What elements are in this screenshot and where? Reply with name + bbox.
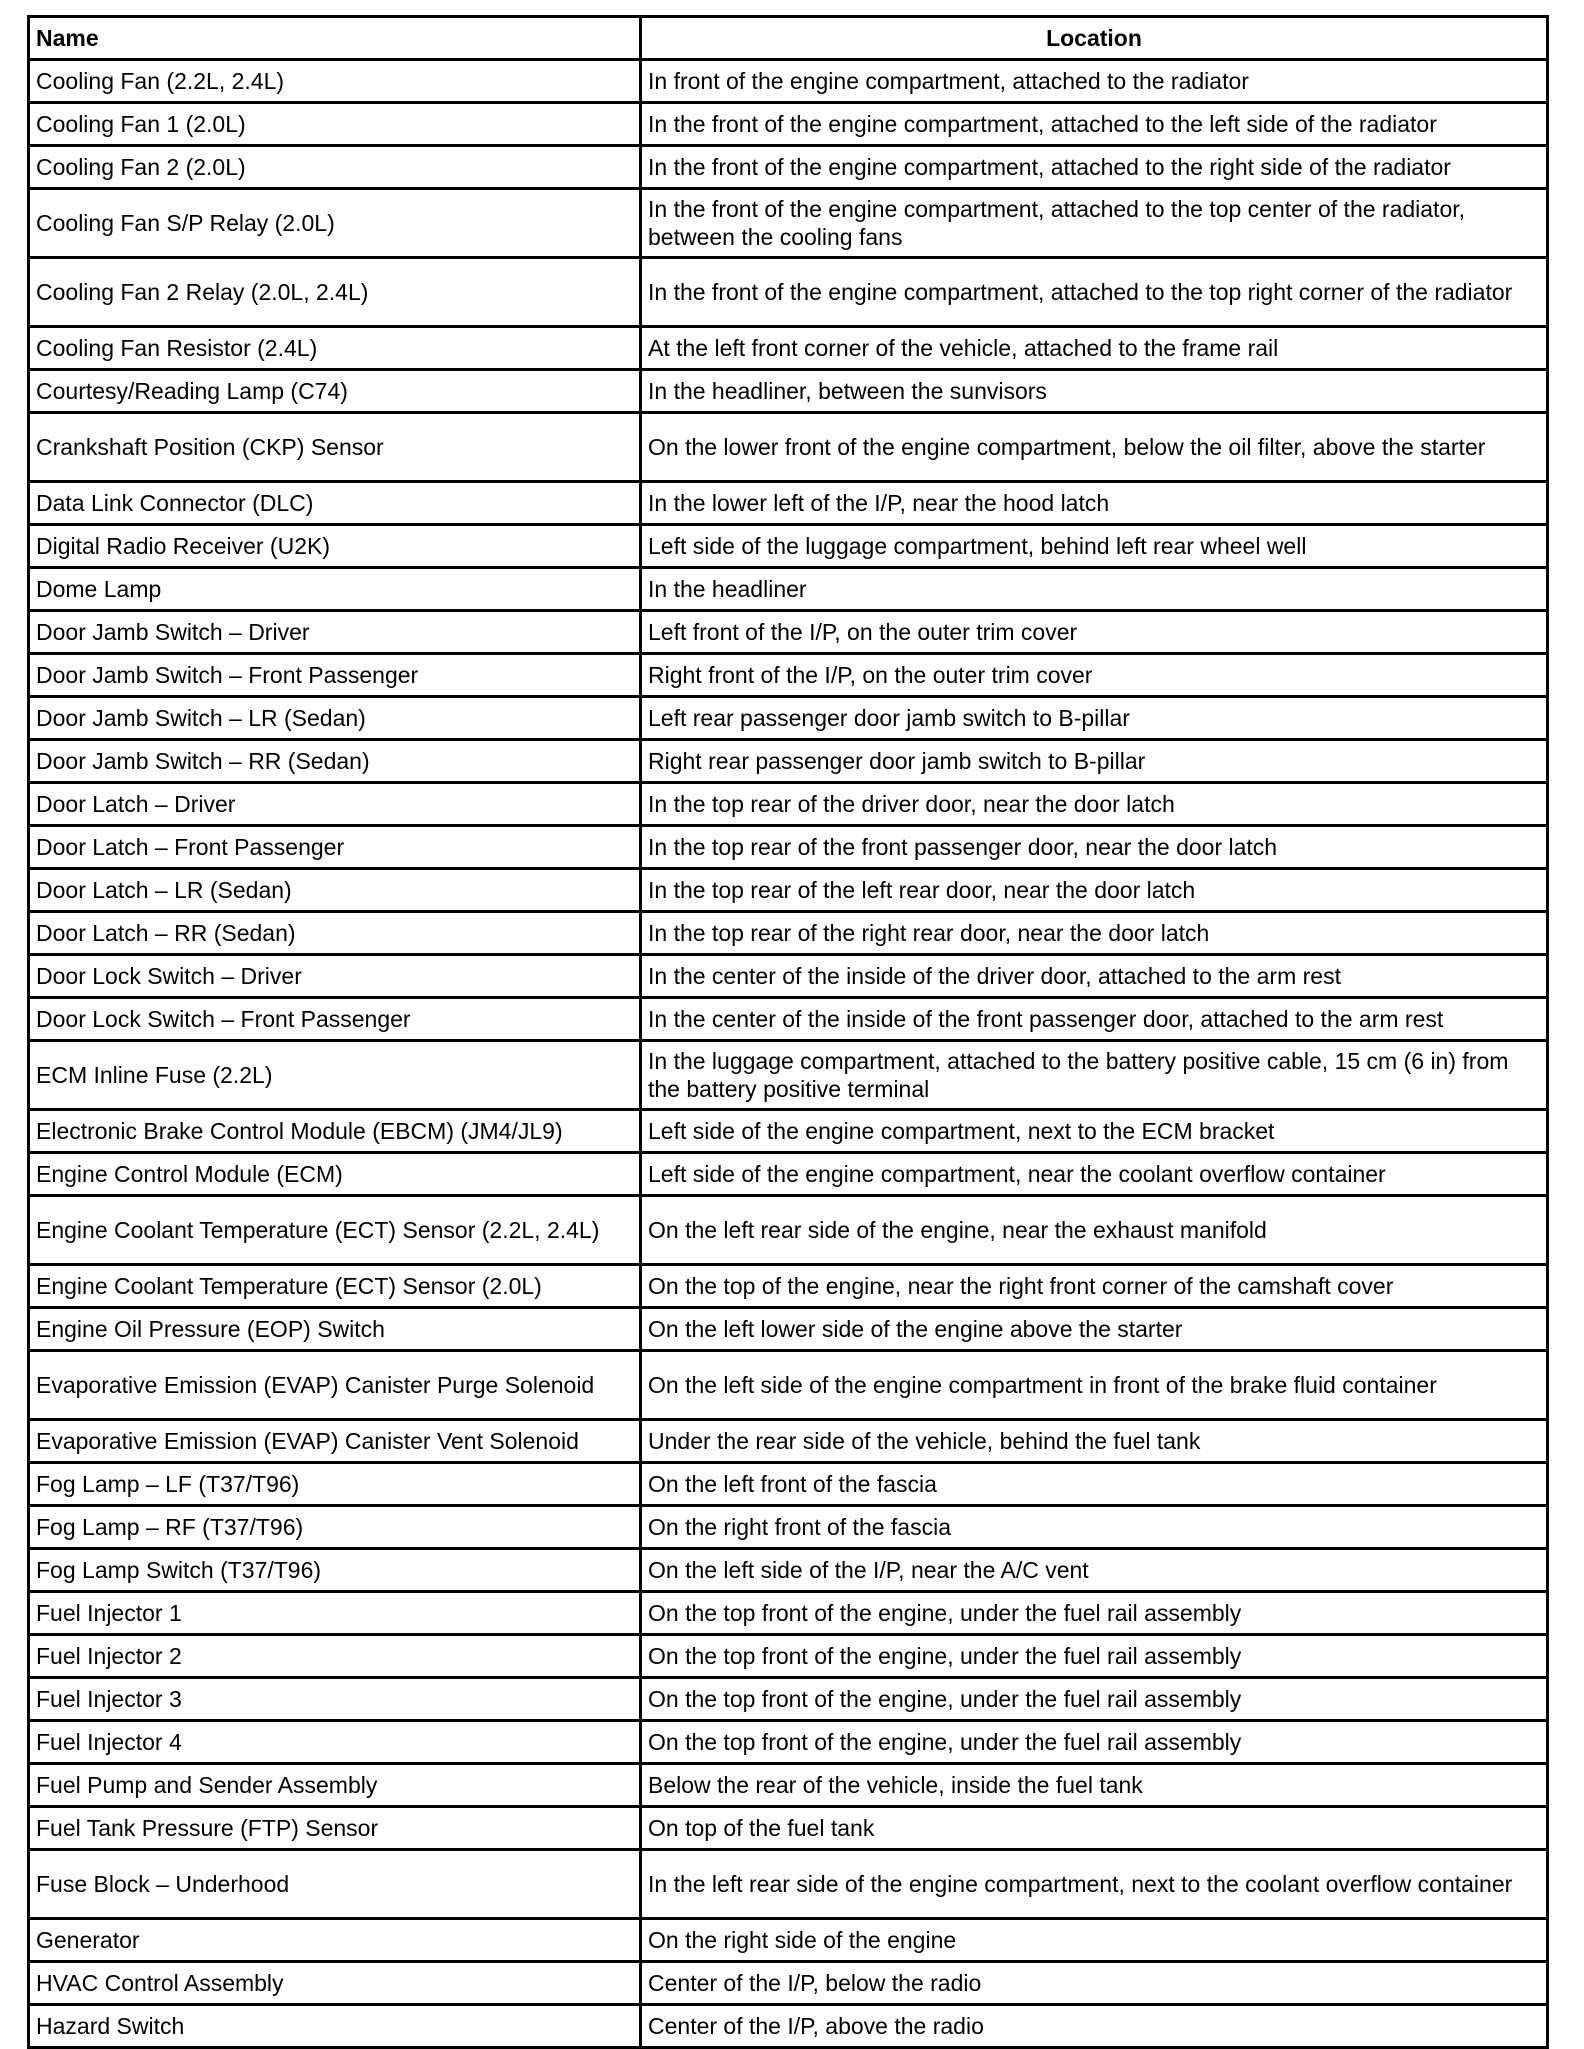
cell-component-location: At the left front corner of the vehicle, attached to the frame rail xyxy=(641,327,1548,370)
table-row xyxy=(29,146,1548,189)
table-row xyxy=(29,1764,1548,1807)
cell-component-name: Fog Lamp – LF (T37/T96) xyxy=(29,1463,641,1506)
cell-component-name: Door Lock Switch – Front Passenger xyxy=(29,998,641,1041)
cell-component-name: Electronic Brake Control Module (EBCM) (JM4/JL9) xyxy=(29,1110,641,1153)
cell-component-name: Fuel Pump and Sender Assembly xyxy=(29,1764,641,1807)
cell-component-name: Hazard Switch xyxy=(29,2005,641,2048)
cell-component-location: In the front of the engine compartment, attached to the top center of the radiator, between the cooling fans xyxy=(641,189,1548,258)
component-location-document xyxy=(27,15,1546,2049)
table-row xyxy=(29,413,1548,482)
cell-component-name: Door Latch – Front Passenger xyxy=(29,826,641,869)
cell-component-name: Courtesy/Reading Lamp (C74) xyxy=(29,370,641,413)
table-row xyxy=(29,1635,1548,1678)
cell-component-location: On the top front of the engine, under the fuel rail assembly xyxy=(641,1721,1548,1764)
cell-component-location: On the left front of the fascia xyxy=(641,1463,1548,1506)
cell-component-name: Fog Lamp – RF (T37/T96) xyxy=(29,1506,641,1549)
cell-component-name: Fuel Tank Pressure (FTP) Sensor xyxy=(29,1807,641,1850)
cell-component-name: Engine Coolant Temperature (ECT) Sensor (2.2L, 2.4L) xyxy=(29,1196,641,1265)
table-row xyxy=(29,1506,1548,1549)
cell-component-location: On the right front of the fascia xyxy=(641,1506,1548,1549)
cell-component-name: Engine Oil Pressure (EOP) Switch xyxy=(29,1308,641,1351)
table-row xyxy=(29,611,1548,654)
cell-component-location: On the top front of the engine, under the fuel rail assembly xyxy=(641,1592,1548,1635)
cell-component-location: In the center of the inside of the front passenger door, attached to the arm rest xyxy=(641,998,1548,1041)
cell-component-location: In the headliner xyxy=(641,568,1548,611)
cell-component-name: Door Jamb Switch – Front Passenger xyxy=(29,654,641,697)
cell-component-location: On the left side of the engine compartment in front of the brake fluid container xyxy=(641,1351,1548,1420)
cell-component-name: Cooling Fan 1 (2.0L) xyxy=(29,103,641,146)
cell-component-location: Under the rear side of the vehicle, behind the fuel tank xyxy=(641,1420,1548,1463)
cell-component-name: HVAC Control Assembly xyxy=(29,1962,641,2005)
table-row xyxy=(29,1110,1548,1153)
cell-component-name: Cooling Fan Resistor (2.4L) xyxy=(29,327,641,370)
cell-component-name: Evaporative Emission (EVAP) Canister Purge Solenoid xyxy=(29,1351,641,1420)
cell-component-name: Fog Lamp Switch (T37/T96) xyxy=(29,1549,641,1592)
cell-component-name: Crankshaft Position (CKP) Sensor xyxy=(29,413,641,482)
cell-component-name: Door Latch – RR (Sedan) xyxy=(29,912,641,955)
table-row xyxy=(29,103,1548,146)
cell-component-location: On the left side of the I/P, near the A/C vent xyxy=(641,1549,1548,1592)
table-row xyxy=(29,697,1548,740)
cell-component-location: In the top rear of the driver door, near the door latch xyxy=(641,783,1548,826)
cell-component-location: In the front of the engine compartment, attached to the right side of the radiator xyxy=(641,146,1548,189)
cell-component-location: On the left lower side of the engine above the starter xyxy=(641,1308,1548,1351)
table-row xyxy=(29,740,1548,783)
cell-component-name: Evaporative Emission (EVAP) Canister Vent Solenoid xyxy=(29,1420,641,1463)
cell-component-location: In the front of the engine compartment, attached to the left side of the radiator xyxy=(641,103,1548,146)
table-row xyxy=(29,912,1548,955)
cell-component-name: Cooling Fan 2 (2.0L) xyxy=(29,146,641,189)
table-row xyxy=(29,568,1548,611)
cell-component-name: Door Lock Switch – Driver xyxy=(29,955,641,998)
column-header-location: Location xyxy=(641,17,1548,60)
cell-component-name: Fuel Injector 2 xyxy=(29,1635,641,1678)
table-row xyxy=(29,482,1548,525)
cell-component-location: In the luggage compartment, attached to the battery positive cable, 15 cm (6 in) from the battery positive terminal xyxy=(641,1041,1548,1110)
table-row xyxy=(29,189,1548,258)
cell-component-name: Dome Lamp xyxy=(29,568,641,611)
cell-component-location: On the lower front of the engine compartment, below the oil filter, above the starter xyxy=(641,413,1548,482)
table-row xyxy=(29,1265,1548,1308)
table-row xyxy=(29,955,1548,998)
table-row xyxy=(29,1721,1548,1764)
table-row xyxy=(29,1962,1548,2005)
cell-component-name: Door Jamb Switch – RR (Sedan) xyxy=(29,740,641,783)
cell-component-location: On top of the fuel tank xyxy=(641,1807,1548,1850)
table-row xyxy=(29,826,1548,869)
table-row xyxy=(29,1463,1548,1506)
cell-component-location: In the headliner, between the sunvisors xyxy=(641,370,1548,413)
table-row xyxy=(29,1420,1548,1463)
cell-component-location: In the left rear side of the engine compartment, next to the coolant overflow container xyxy=(641,1850,1548,1919)
cell-component-location: On the right side of the engine xyxy=(641,1919,1548,1962)
table-row xyxy=(29,258,1548,327)
cell-component-name: Door Latch – LR (Sedan) xyxy=(29,869,641,912)
cell-component-location: On the left rear side of the engine, near the exhaust manifold xyxy=(641,1196,1548,1265)
cell-component-location: In the front of the engine compartment, attached to the top right corner of the radiator xyxy=(641,258,1548,327)
cell-component-location: Left side of the luggage compartment, behind left rear wheel well xyxy=(641,525,1548,568)
table-row xyxy=(29,783,1548,826)
cell-component-location: Right front of the I/P, on the outer trim cover xyxy=(641,654,1548,697)
cell-component-location: Center of the I/P, below the radio xyxy=(641,1962,1548,2005)
table-row xyxy=(29,1308,1548,1351)
table-row xyxy=(29,1807,1548,1850)
table-row xyxy=(29,370,1548,413)
component-location-table xyxy=(27,15,1549,2049)
table-row xyxy=(29,1196,1548,1265)
table-row xyxy=(29,1351,1548,1420)
table-row xyxy=(29,1592,1548,1635)
cell-component-name: ECM Inline Fuse (2.2L) xyxy=(29,1041,641,1110)
cell-component-name: Engine Control Module (ECM) xyxy=(29,1153,641,1196)
table-row xyxy=(29,998,1548,1041)
cell-component-name: Fuel Injector 3 xyxy=(29,1678,641,1721)
table-row xyxy=(29,525,1548,568)
cell-component-name: Fuel Injector 4 xyxy=(29,1721,641,1764)
table-row xyxy=(29,1041,1548,1110)
table-row xyxy=(29,1153,1548,1196)
table-row xyxy=(29,1678,1548,1721)
cell-component-name: Digital Radio Receiver (U2K) xyxy=(29,525,641,568)
cell-component-name: Cooling Fan 2 Relay (2.0L, 2.4L) xyxy=(29,258,641,327)
cell-component-name: Cooling Fan S/P Relay (2.0L) xyxy=(29,189,641,258)
cell-component-name: Door Jamb Switch – Driver xyxy=(29,611,641,654)
cell-component-name: Fuse Block – Underhood xyxy=(29,1850,641,1919)
cell-component-location: Center of the I/P, above the radio xyxy=(641,2005,1548,2048)
cell-component-location: In the top rear of the left rear door, near the door latch xyxy=(641,869,1548,912)
cell-component-location: Left front of the I/P, on the outer trim cover xyxy=(641,611,1548,654)
table-row xyxy=(29,1850,1548,1919)
cell-component-location: Below the rear of the vehicle, inside the fuel tank xyxy=(641,1764,1548,1807)
cell-component-location: In the lower left of the I/P, near the hood latch xyxy=(641,482,1548,525)
cell-component-location: Right rear passenger door jamb switch to B-pillar xyxy=(641,740,1548,783)
column-header-name: Name xyxy=(29,17,641,60)
cell-component-location: On the top front of the engine, under the fuel rail assembly xyxy=(641,1678,1548,1721)
cell-component-name: Generator xyxy=(29,1919,641,1962)
table-row xyxy=(29,1919,1548,1962)
cell-component-location: On the top of the engine, near the right front corner of the camshaft cover xyxy=(641,1265,1548,1308)
cell-component-location: In the top rear of the right rear door, near the door latch xyxy=(641,912,1548,955)
cell-component-name: Data Link Connector (DLC) xyxy=(29,482,641,525)
table-row xyxy=(29,2005,1548,2048)
cell-component-location: Left side of the engine compartment, near the coolant overflow container xyxy=(641,1153,1548,1196)
cell-component-location: On the top front of the engine, under the fuel rail assembly xyxy=(641,1635,1548,1678)
table-row xyxy=(29,654,1548,697)
cell-component-location: Left side of the engine compartment, next to the ECM bracket xyxy=(641,1110,1548,1153)
cell-component-name: Fuel Injector 1 xyxy=(29,1592,641,1635)
cell-component-location: In the top rear of the front passenger door, near the door latch xyxy=(641,826,1548,869)
cell-component-name: Engine Coolant Temperature (ECT) Sensor (2.0L) xyxy=(29,1265,641,1308)
cell-component-location: In front of the engine compartment, attached to the radiator xyxy=(641,60,1548,103)
cell-component-name: Door Latch – Driver xyxy=(29,783,641,826)
table-row xyxy=(29,327,1548,370)
table-row xyxy=(29,1549,1548,1592)
table-body xyxy=(29,60,1548,2048)
cell-component-name: Door Jamb Switch – LR (Sedan) xyxy=(29,697,641,740)
table-header-row xyxy=(29,17,1548,60)
table-row xyxy=(29,869,1548,912)
cell-component-name: Cooling Fan (2.2L, 2.4L) xyxy=(29,60,641,103)
cell-component-location: In the center of the inside of the driver door, attached to the arm rest xyxy=(641,955,1548,998)
cell-component-location: Left rear passenger door jamb switch to B-pillar xyxy=(641,697,1548,740)
table-row xyxy=(29,60,1548,103)
